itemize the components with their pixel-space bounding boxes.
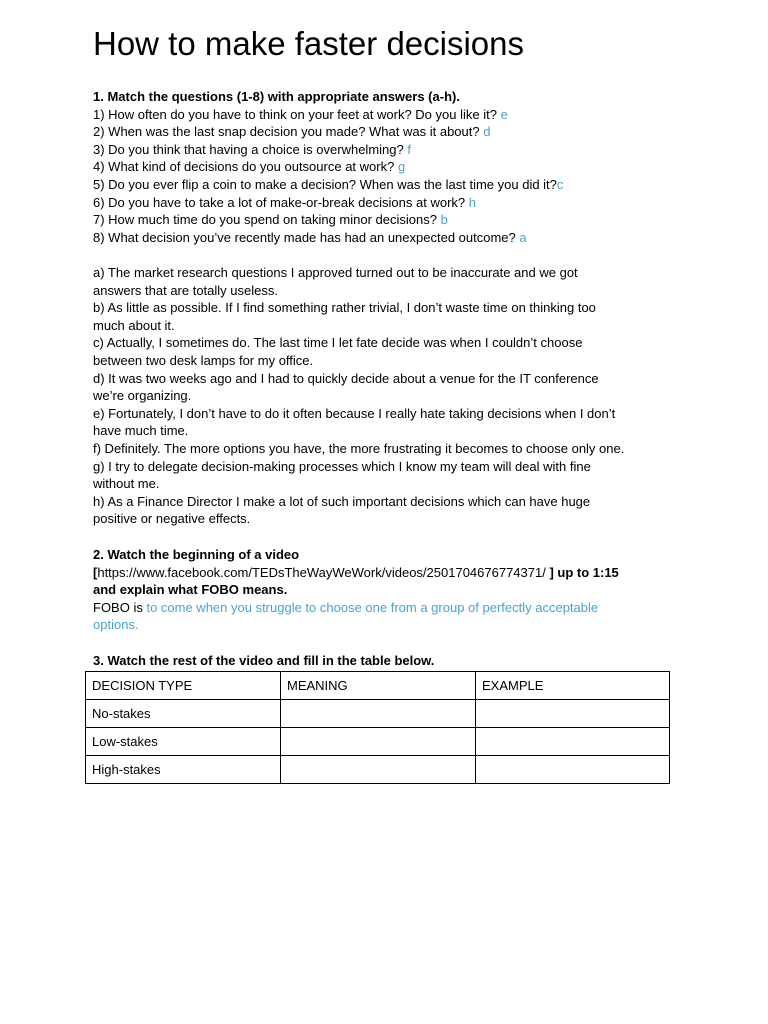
section-1-heading: 1. Match the questions (1-8) with appropriate answers (a-h). (93, 89, 460, 104)
table-row (86, 700, 670, 728)
section-3-heading: 3. Watch the rest of the video and fill in the table below. (93, 653, 435, 668)
question-8 (93, 229, 683, 247)
question-answer: a (519, 229, 527, 245)
section-3 (93, 652, 683, 670)
answers-list (93, 264, 683, 528)
video-link-line (93, 564, 683, 582)
fobo-line-1 (93, 599, 683, 617)
question-7 (93, 211, 683, 229)
fobo-answer: to come when you struggle to choose one from a group of perfectly acceptable (146, 599, 599, 615)
answer-e-line-1: e) Fortunately, I don’t have to do it often because I really hate taking decisions when I don’t (93, 405, 616, 421)
answer-g-line-1: g) I try to delegate decision-making processes which I know my team will deal with fine (93, 458, 591, 474)
page-title: How to make faster decisions (93, 25, 525, 62)
table-cell-blank[interactable] (476, 756, 670, 784)
table-cell-blank[interactable] (476, 728, 670, 756)
table-header-cell: EXAMPLE (476, 672, 670, 700)
section-2 (93, 546, 683, 634)
section-2-instruction: and explain what FOBO means. (93, 582, 288, 598)
table-header-cell: DECISION TYPE (86, 672, 281, 700)
answer-f-line-1: f) Definitely. The more options you have, the more frustrating it becomes to choose only one. (93, 440, 625, 456)
decision-table (85, 671, 670, 784)
table-header-row (86, 672, 670, 700)
question-text: 6) Do you have to take a lot of make-or-break decisions at work? (93, 194, 469, 210)
answer-d-line-1: d) It was two weeks ago and I had to quickly decide about a venue for the IT conference (93, 370, 599, 386)
question-5 (93, 176, 683, 194)
question-answer: f (407, 141, 411, 157)
answer-g-line-2: without me. (93, 476, 160, 492)
question-6 (93, 194, 683, 212)
answer-d-line-2: we’re organizing. (93, 388, 192, 404)
answer-b-line-2: much about it. (93, 317, 175, 333)
fobo-prefix: FOBO is (93, 599, 147, 615)
answer-a-line-2: answers that are totally useless. (93, 282, 278, 298)
question-text: 4) What kind of decisions do you outsource at work? (93, 159, 398, 175)
question-answer: h (468, 194, 476, 210)
table-header-cell: MEANING (281, 672, 476, 700)
answer-b-line-1: b) As little as possible. If I find something rather trivial, I don’t waste time on thinking too (93, 300, 596, 316)
link-bracket-open: [ (93, 564, 98, 580)
question-answer: c (556, 176, 564, 192)
question-3 (93, 141, 683, 159)
table-cell: No-stakes (86, 700, 281, 728)
section-2-heading: 2. Watch the beginning of a video (93, 547, 300, 562)
question-answer: e (500, 106, 508, 122)
table-cell-blank[interactable] (281, 700, 476, 728)
fobo-answer-line-2: options. (93, 617, 139, 633)
question-text: 3) Do you think that having a choice is overwhelming? (93, 141, 408, 157)
question-text: 5) Do you ever flip a coin to make a decision? When was the last time you did it? (93, 176, 557, 192)
answer-h-line-2: positive or negative effects. (93, 511, 251, 527)
question-answer: d (483, 124, 491, 140)
table-row (86, 728, 670, 756)
answer-e-line-2: have much time. (93, 423, 189, 439)
table-cell-blank[interactable] (281, 756, 476, 784)
table-cell-blank[interactable] (281, 728, 476, 756)
question-answer: g (397, 159, 406, 175)
answer-a-line-1: a) The market research questions I approved turned out to be inaccurate and we got (93, 265, 578, 280)
answer-c-line-1: c) Actually, I sometimes do. The last time I let fate decide was when I couldn’t choose (93, 335, 583, 351)
link-bracket-close: ] up to 1:15 (545, 564, 619, 580)
table-cell: Low-stakes (86, 728, 281, 756)
video-link[interactable]: https://www.facebook.com/TEDsTheWayWeWork/videos/2501704676774371/ (97, 564, 546, 580)
question-text: 1) How often do you have to think on your feet at work? Do you like it? (93, 106, 501, 122)
question-text: 2) When was the last snap decision you made? What was it about? (93, 124, 484, 140)
question-text: 7) How much time do you spend on taking minor decisions? (93, 212, 441, 228)
answer-c-line-2: between two desk lamps for my office. (93, 352, 314, 368)
question-1 (93, 106, 683, 124)
question-text: 8) What decision you’ve recently made has had an unexpected outcome? (93, 229, 520, 245)
table-row (86, 756, 670, 784)
question-4 (93, 158, 683, 176)
section-1 (93, 88, 683, 246)
table-cell: High-stakes (86, 756, 281, 784)
question-answer: b (440, 212, 448, 228)
answer-h-line-1: h) As a Finance Director I make a lot of such important decisions which can have huge (93, 493, 591, 509)
table-cell-blank[interactable] (476, 700, 670, 728)
question-2 (93, 123, 683, 141)
